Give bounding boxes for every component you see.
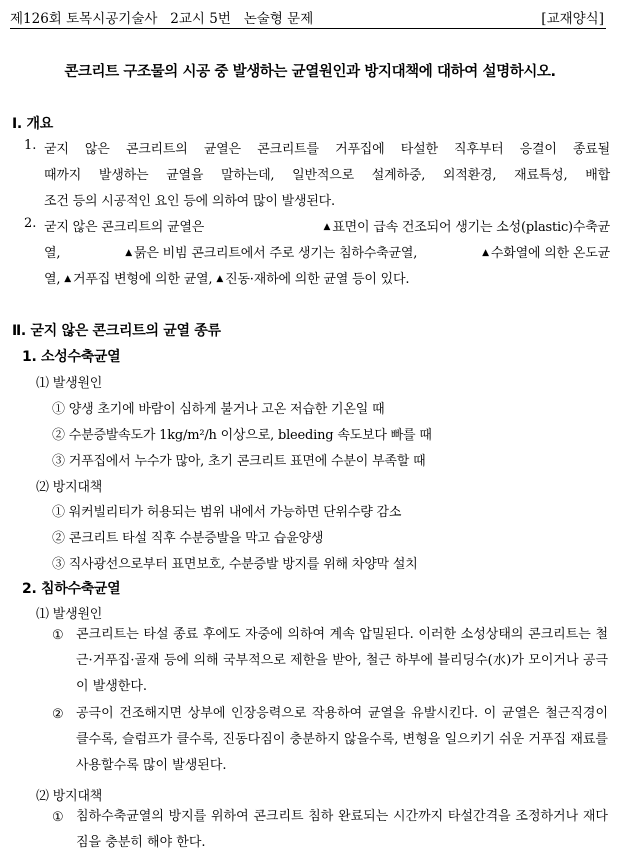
section-heading-overview: Ⅰ. 개요 — [12, 116, 53, 132]
question-title: 콘크리트 구조물의 시공 중 발생하는 균열원인과 방지대책에 대하여 설명하시오. — [64, 64, 556, 80]
overview-item-2-line-2: 열, ▲ 묽은 비빔 콘크리트에서 주로 생기는 침하수축균열, ▲ 수화열에 의한 온도균 — [44, 246, 610, 261]
section-heading-crack-types: Ⅱ. 굳지 않은 콘크리트의 균열 종류 — [12, 323, 221, 339]
settlement-measure-text: 침하수축균열의 방지를 위하여 콘크리트 침하 완료되는 시간까지 타설간격을 조정하거나 재다짐을 충분히 해야 한다. — [76, 809, 608, 850]
plastic-cause-item: ② 수분증발속도가 1kg/m²/h 이상으로, bleeding 속도보다 빠를 때 — [52, 428, 432, 443]
plastic-cause-item: ③ 거푸집에서 누수가 많아, 초기 콘크리트 표면에 수분이 부족할 때 — [52, 454, 426, 469]
triangle-bullet-icon: ▲ — [216, 274, 224, 284]
overview-item-2-line-3: 열, ▲ 거푸집 변형에 의한 균열, ▲ 진동·재하에 의한 균열 등이 있다. — [44, 272, 410, 287]
plastic-measure-item: ② 콘크리트 타설 직후 수분증발을 막고 습윤양생 — [52, 531, 324, 546]
overview-item-1-line-1: 굳지 않은 콘크리트의 균열은 콘크리트를 거푸집에 타설한 직후부터 응결이 종료될 — [44, 142, 610, 157]
plastic-cause-label: ⑴ 발생원인 — [36, 376, 103, 391]
plastic-measure-item: ③ 직사광선으로부터 표면보호, 수분증발 방지를 위해 차양막 설치 — [52, 557, 418, 572]
header-exam-info: 제126회 토목시공기술사 2교시 5번 논술형 문제 — [10, 11, 314, 27]
settlement-cause-number: ② — [52, 707, 64, 722]
settlement-cause-label: ⑴ 발생원인 — [36, 607, 103, 622]
overview-item-1-line-2: 때까지 발생하는 균열을 말하는데, 일반적으로 설계하중, 외적환경, 재료특성, 배합 — [44, 168, 610, 183]
overview-item-2-text-b: ▲ 표면이 급속 건조되어 생기는 소성(plastic)수축균 — [323, 220, 610, 235]
triangle-bullet-icon: ▲ — [64, 274, 72, 284]
settlement-cause-number: ① — [52, 628, 64, 643]
plastic-cause-item: ① 양생 초기에 바람이 심하게 불거나 고온 저습한 기온일 때 — [52, 402, 385, 417]
plastic-measure-item: ① 워커빌리티가 허용되는 범위 내에서 가능하면 단위수량 감소 — [52, 505, 402, 520]
overview-item-2-line-1 — [44, 216, 610, 235]
overview-item-2-number: 2. — [24, 216, 37, 231]
settlement-cause-text: 공극이 건조해지면 상부에 인장응력으로 작용하여 균열을 유발시킨다. 이 균열은 철근직경이 클수록, 슬럼프가 클수록, 진동다짐이 충분하지 않을수록, 변형을 일으키기 쉬운 거푸집 재료를 사용할수록 많이 발생된다. — [76, 706, 608, 773]
header-form-label: [교재양식] — [541, 11, 604, 27]
subsection-heading-plastic-shrinkage: 1. 소성수축균열 — [22, 349, 121, 365]
page-header — [10, 4, 606, 29]
overview-item-1-number: 1. — [24, 138, 37, 153]
triangle-bullet-icon: ▲ — [323, 222, 331, 232]
triangle-bullet-icon: ▲ — [125, 248, 133, 258]
overview-item-1-line-3: 조건 등의 시공적인 요인 등에 의하여 많이 발생된다. — [44, 194, 335, 209]
overview-item-2-text-a: 굳지 않은 콘크리트의 균열은 — [44, 220, 205, 235]
triangle-bullet-icon: ▲ — [482, 248, 489, 258]
subsection-heading-settlement-shrinkage: 2. 침하수축균열 — [22, 581, 121, 597]
settlement-cause-text: 콘크리트는 타설 종료 후에도 자중에 의하여 계속 압밀된다. 이러한 소성상태의 콘크리트는 철근·거푸집·골재 등에 의해 국부적으로 제한을 받아, 철근 하부에 블리딩수(水)가 모이거나 공극이 발생한다. — [76, 627, 608, 694]
plastic-measure-label: ⑵ 방지대책 — [36, 480, 103, 495]
settlement-measure-number: ① — [52, 810, 64, 825]
settlement-measure-label: ⑵ 방지대책 — [36, 789, 103, 804]
